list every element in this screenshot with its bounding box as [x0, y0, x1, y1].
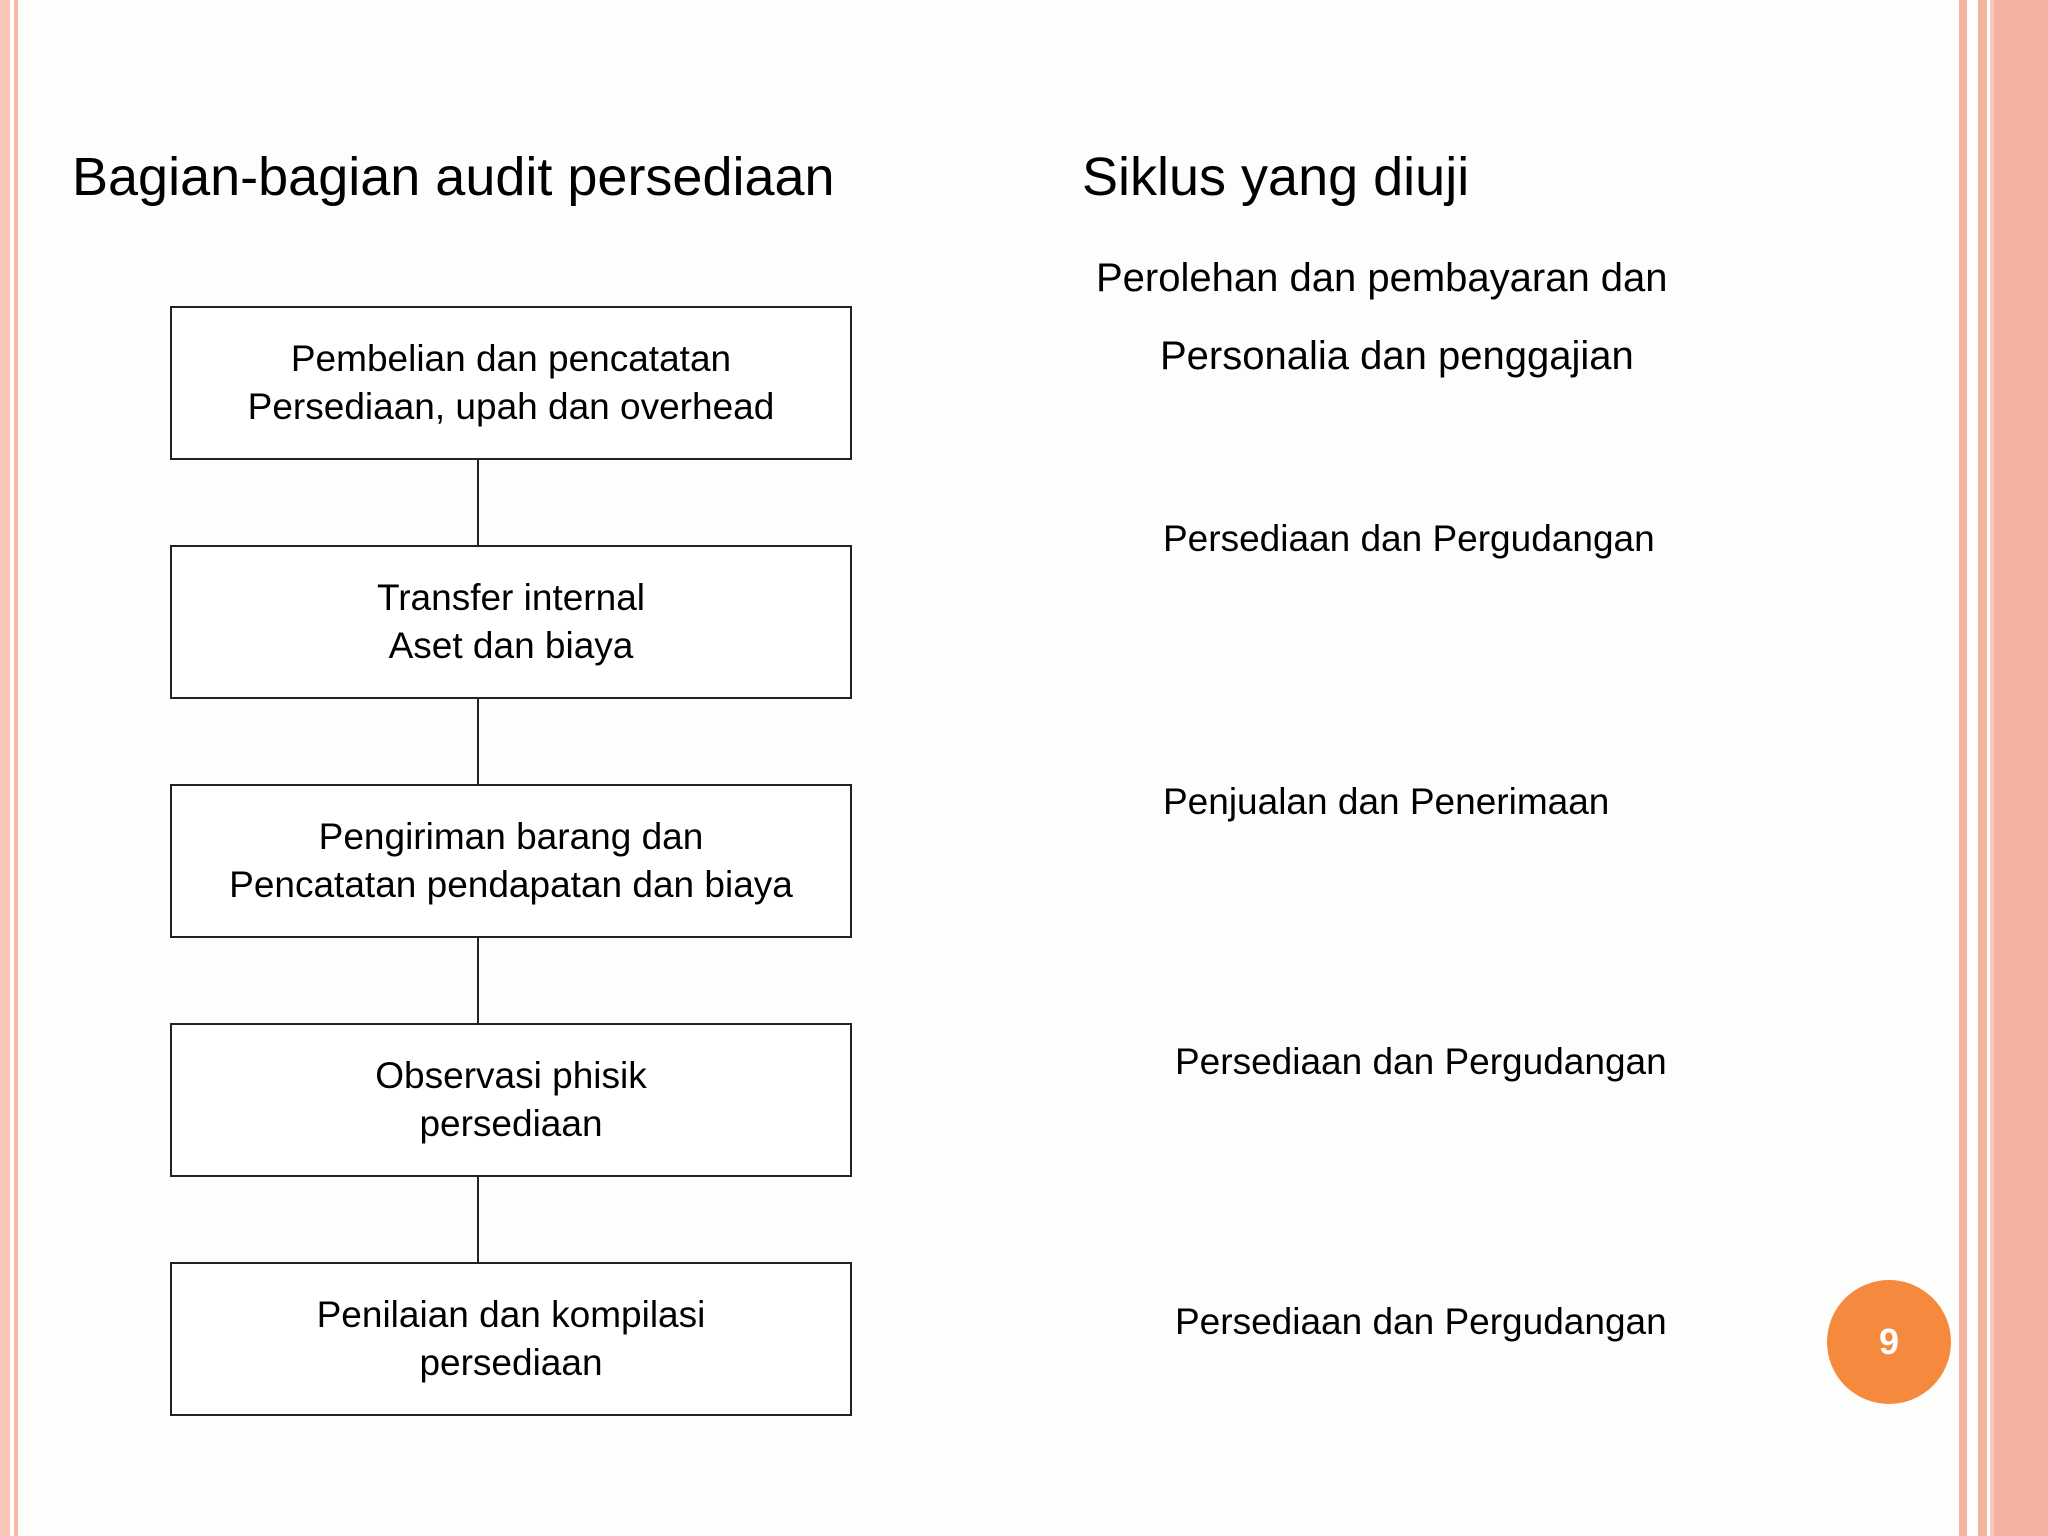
flow-box-line: Observasi phisik — [375, 1055, 647, 1096]
cycle-inventory: Persediaan dan Pergudangan — [1163, 518, 1655, 559]
flow-box-line: Transfer internal — [376, 577, 645, 618]
cycle-payroll: Personalia dan penggajian — [1160, 334, 1634, 378]
flow-box-line: Persediaan, upah dan overhead — [247, 386, 775, 427]
flow-box-internal-transfer — [170, 545, 852, 699]
slide-left-border — [0, 0, 24, 1536]
right-column-title: Siklus yang diuji — [1082, 147, 1470, 207]
flow-box-physical-observation — [170, 1023, 852, 1177]
flow-box-line: Penilaian dan kompilasi — [316, 1294, 706, 1335]
slide-right-border — [1956, 0, 2048, 1536]
cycle-inventory: Persediaan dan Pergudangan — [1175, 1041, 1667, 1082]
cycle-sales: Penjualan dan Penerimaan — [1163, 781, 1610, 822]
flow-box-shipping — [170, 784, 852, 938]
left-column-title: Bagian-bagian audit persediaan — [72, 147, 835, 207]
flow-box-line: persediaan — [419, 1342, 603, 1383]
flow-box-line: Aset dan biaya — [388, 625, 634, 666]
flow-connector — [477, 938, 479, 1024]
flow-box-line: Pembelian dan pencatatan — [290, 338, 732, 379]
flow-box-line: Pencatatan pendapatan dan biaya — [229, 864, 793, 905]
flow-box-purchasing — [170, 306, 852, 460]
flow-box-line: Pengiriman barang dan — [318, 816, 704, 857]
cycle-acquisition: Perolehan dan pembayaran dan — [1096, 256, 1668, 300]
page-number-badge: 9 — [1827, 1280, 1951, 1404]
flow-connector — [477, 1177, 479, 1263]
flow-connector — [477, 460, 479, 546]
flow-connector — [477, 699, 479, 785]
flow-box-valuation — [170, 1262, 852, 1416]
flow-box-line: persediaan — [419, 1103, 603, 1144]
cycle-inventory: Persediaan dan Pergudangan — [1175, 1301, 1667, 1342]
